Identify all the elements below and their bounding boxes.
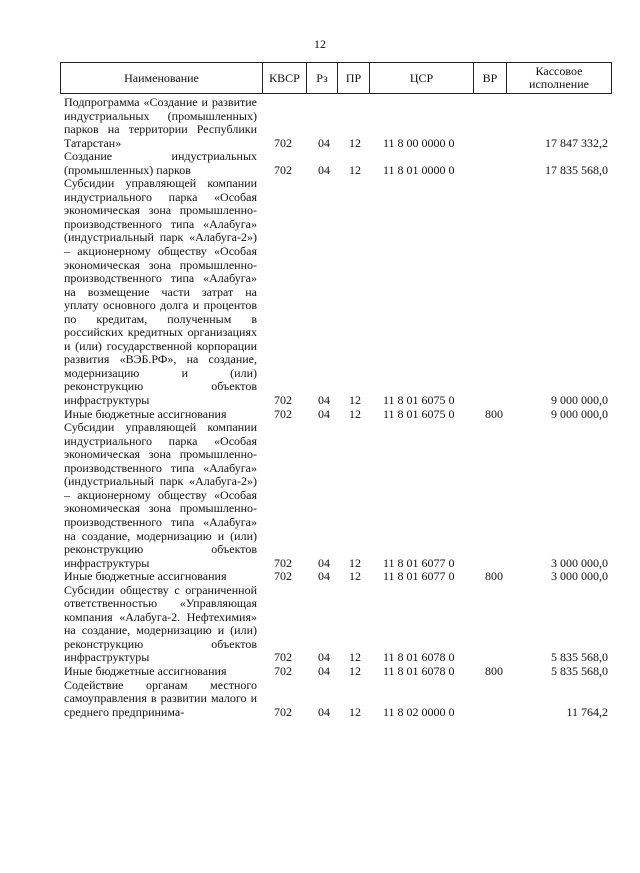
row-rz: 04	[318, 555, 330, 570]
budget-table-body	[60, 96, 612, 719]
row-kas: 9 000 000,0	[551, 393, 608, 408]
table-header	[60, 62, 612, 94]
row-csr: 11 8 01 6075 0	[383, 406, 455, 421]
header-vr: ВР	[474, 63, 507, 93]
row-vr: 800	[485, 663, 503, 678]
page-number: 12	[314, 37, 326, 51]
header-csr: ЦСР	[370, 63, 474, 93]
row-pr: 12	[349, 162, 361, 177]
row-kvsr: 702	[274, 650, 292, 665]
row-kas: 3 000 000,0	[551, 569, 608, 584]
row-kas: 9 000 000,0	[551, 406, 608, 421]
row-vr: 800	[485, 406, 503, 421]
row-csr: 11 8 00 0000 0	[383, 135, 455, 150]
row-kvsr: 702	[274, 162, 292, 177]
row-pr: 12	[349, 393, 361, 408]
row-kvsr: 702	[274, 569, 292, 584]
row-rz: 04	[318, 135, 330, 150]
row-kas: 17 847 332,2	[545, 135, 608, 150]
table-row	[60, 679, 612, 720]
row-rz: 04	[318, 663, 330, 678]
table-row	[60, 584, 612, 665]
row-csr: 11 8 01 6078 0	[383, 650, 455, 665]
row-pr: 12	[349, 569, 361, 584]
table-row	[60, 421, 612, 570]
row-kvsr: 702	[274, 135, 292, 150]
row-name: Субсидии управляющей компании индустриального парка «Особая экономическая зона промышленно-производственного типа «Алабуга» (индустриальный парк «Алабуга-2») – акционерному обществу «Особая экономическая зона промышленно-производственного типа «Алабуга» на возмещение части затрат на уплату основного долга и процентов по кредитам, полученным в российских кредитных организациях и (или) государственной корпорации развития «ВЭБ.РФ», на создание, модернизацию и (или) реконструкцию объектов инфраструктуры	[64, 176, 257, 408]
header-pr: ПР	[338, 63, 370, 93]
row-kvsr: 702	[274, 663, 292, 678]
row-name: Субсидии управляющей компании индустриального парка «Особая экономическая зона промышленно-производственного типа «Алабуга» (индустриальный парк «Алабуга-2») – акционерному обществу «Особая экономическая зона промышленно-производственного типа «Алабуга» на создание, модернизацию и (или) реконструкцию объектов инфраструктуры	[64, 420, 257, 570]
row-csr: 11 8 01 0000 0	[383, 162, 455, 177]
row-kas: 17 835 568,0	[545, 162, 608, 177]
row-csr: 11 8 01 6078 0	[383, 663, 455, 678]
row-name: Иные бюджетные ассигнования	[64, 569, 227, 584]
row-pr: 12	[349, 650, 361, 665]
row-name: Содействие органам местного самоуправления в развитии малого и среднего предпринима-	[64, 677, 257, 719]
row-pr: 12	[349, 555, 361, 570]
row-csr: 11 8 02 0000 0	[383, 704, 455, 719]
row-kas: 5 835 568,0	[551, 650, 608, 665]
row-kas: 11 764,2	[566, 704, 608, 719]
row-csr: 11 8 01 6077 0	[383, 569, 455, 584]
row-kvsr: 702	[274, 704, 292, 719]
table-row	[60, 570, 612, 584]
row-rz: 04	[318, 650, 330, 665]
row-csr: 11 8 01 6075 0	[383, 393, 455, 408]
table-row	[60, 408, 612, 422]
row-rz: 04	[318, 406, 330, 421]
row-pr: 12	[349, 135, 361, 150]
row-rz: 04	[318, 393, 330, 408]
row-rz: 04	[318, 162, 330, 177]
row-kvsr: 702	[274, 393, 292, 408]
table-row	[60, 665, 612, 679]
row-kvsr: 702	[274, 555, 292, 570]
row-name: Создание индустриальных (промышленных) парков	[64, 149, 257, 177]
header-kas: Кассовое исполнение	[529, 64, 589, 91]
row-name: Подпрограмма «Создание и развитие индустриальных (промышленных) парков на территории Республики Татарстан»	[64, 95, 257, 150]
header-rz: Рз	[307, 63, 338, 93]
row-name: Иные бюджетные ассигнования	[64, 663, 227, 678]
table-row	[60, 177, 612, 407]
row-rz: 04	[318, 704, 330, 719]
table-row	[60, 150, 612, 177]
header-name: Наименование	[61, 63, 263, 93]
header-kvsr: КВСР	[263, 63, 307, 93]
row-pr: 12	[349, 406, 361, 421]
row-kas: 5 835 568,0	[551, 663, 608, 678]
row-name: Субсидии обществу с ограниченной ответственностью «Управляющая компания «Алабуга-2. Нефтехимия» на создание, модернизацию и (или) реконструкцию объектов инфраструктуры	[64, 582, 257, 665]
row-pr: 12	[349, 663, 361, 678]
row-vr: 800	[485, 569, 503, 584]
row-kvsr: 702	[274, 406, 292, 421]
row-csr: 11 8 01 6077 0	[383, 555, 455, 570]
row-name: Иные бюджетные ассигнования	[64, 406, 227, 421]
row-pr: 12	[349, 704, 361, 719]
row-kas: 3 000 000,0	[551, 555, 608, 570]
row-rz: 04	[318, 569, 330, 584]
table-row	[60, 96, 612, 150]
